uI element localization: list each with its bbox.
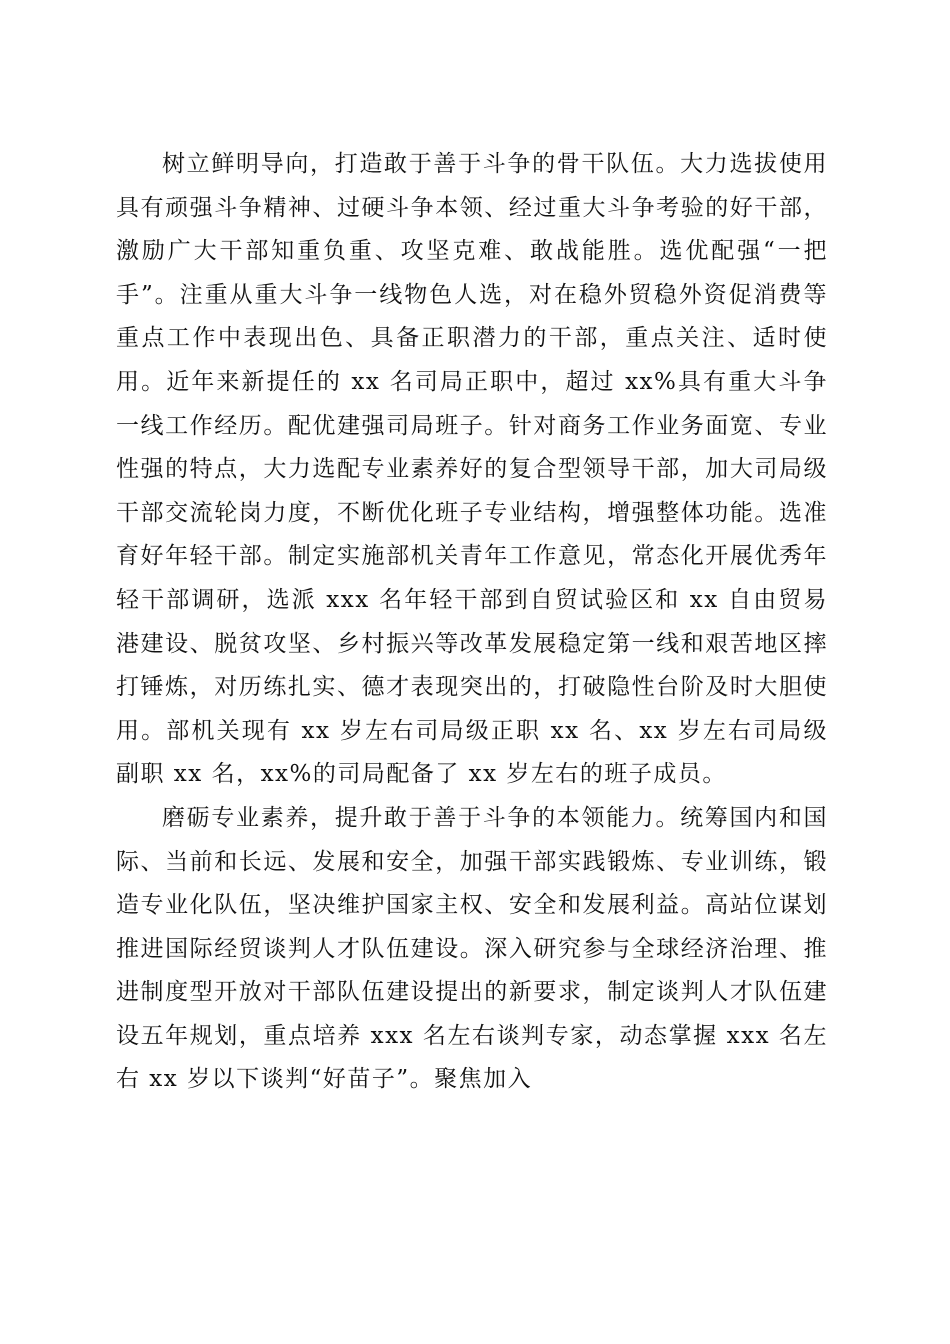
paragraph-professional-skills: 磨砺专业素养，提升敢于善于斗争的本领能力。统筹国内和国际、当前和长远、发展和安全，加强干部实践锻炼、专业训练，锻造专业化队伍，坚决维护国家主权、安全和发展利益。高站位谋划推进国际经贸谈判人才队伍建设。深入研究参与全球经济治理、推进制度型开放对干部队伍建设提出的新要求，制定谈判人才队伍建设五年规划，重点培养 xxx 名左右谈判专家，动态掌握 xxx 名左右 xx 岁以下谈判“好苗子”。聚焦加入 xyxy=(116,804,828,1093)
paragraph-cadre-guidance: 树立鲜明导向，打造敢于善于斗争的骨干队伍。大力选拔使用具有顽强斗争精神、过硬斗争本领、经过重大斗争考验的好干部，激励广大干部知重负重、攻坚克难、敢战能胜。选优配强“一把手”。注重从重大斗争一线物色人选，对在稳外贸稳外资促消费等重点工作中表现出色、具备正职潜力的干部，重点关注、适时使用。近年来新提任的 xx 名司局正职中，超过 xx%具有重大斗争一线工作经历。配优建强司局班子。针对商务工作业务面宽、专业性强的特点，大力选配专业素养好的复合型领导干部，加大司局级干部交流轮岗力度，不断优化班子专业结构，增强整体功能。选准育好年轻干部。制定实施部机关青年工作意见，常态化开展优秀年轻干部调研，选派 xxx 名年轻干部到自贸试验区和 xx 自由贸易港建设、脱贫攻坚、乡村振兴等改革发展稳定第一线和艰苦地区摔打锤炼，对历练扎实、德才表现突出的，打破隐性台阶及时大胆使用。部机关现有 xx 岁左右司局级正职 xx 名、xx 岁左右司局级副职 xx 名，xx%的司局配备了 xx 岁左右的班子成员。 xyxy=(116,151,828,788)
document-body xyxy=(116,143,828,1102)
